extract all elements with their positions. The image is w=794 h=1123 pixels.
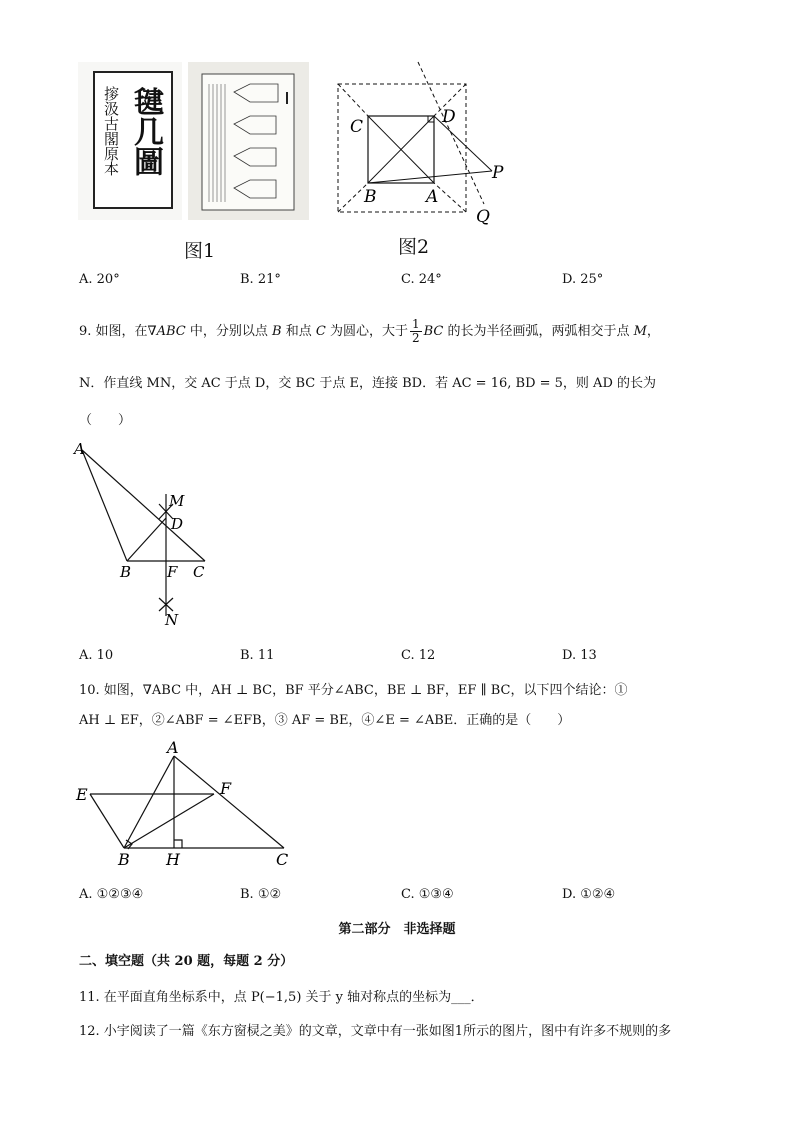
q9-label-D: D [171, 515, 184, 533]
fig2-label-B: B [364, 187, 377, 207]
q10-label-B: B [118, 850, 130, 869]
q9-option-d[interactable]: D. 13 [562, 648, 597, 663]
part2-title: 第二部分 非选择题 [338, 922, 456, 937]
q9-label-B: B [120, 563, 132, 581]
q9-label-A: A [74, 440, 85, 458]
q10-option-d[interactable]: D. ①②④ [562, 887, 616, 902]
fig2-label-C: C [350, 117, 364, 137]
q8-option-c[interactable]: C. 24° [401, 272, 442, 287]
q10-option-a[interactable]: A. ①②③④ [79, 887, 144, 902]
q8-option-a[interactable]: A. 20° [79, 272, 120, 287]
figure1-title: 毽几圖 [128, 86, 163, 176]
q11-stem: 11. 在平面直角坐标系中，点 P(−1,5) 关于 y 轴对称点的坐标为___． [79, 990, 484, 1005]
q10-label-A: A [167, 738, 179, 757]
q10-option-b[interactable]: B. ①② [240, 887, 282, 902]
fig2-label-A: A [426, 187, 439, 207]
q10-diagram [72, 738, 302, 870]
q10-label-C: C [276, 850, 289, 869]
q9-label-C: C [193, 563, 205, 581]
q9-fraction: $\frac{1}{2}$ [411, 317, 420, 345]
q10-label-F: F [220, 779, 232, 798]
q10-stem-line2: AH ⊥ EF，②∠ABF = ∠EFB，③ AF = BE，④∠E = ∠ABE．正确的是（ ） [79, 713, 571, 728]
figure2-caption: 图2 [398, 236, 430, 258]
figure2-diagram [334, 60, 520, 230]
fig2-label-D: D [442, 107, 456, 127]
q8-option-d[interactable]: D. 25° [562, 272, 604, 287]
q9-option-b[interactable]: B. 11 [240, 648, 275, 663]
q12-stem: 12. 小宇阅读了一篇《东方窗棂之美》的文章，文章中有一张如图1所示的图片，图中有许多不规则的多 [79, 1024, 672, 1039]
q9-stem-line3: （ ） [79, 413, 132, 428]
q9-option-a[interactable]: A. 10 [79, 648, 114, 663]
q8-option-b[interactable]: B. 21° [240, 272, 281, 287]
q9-label-N: N [165, 611, 179, 629]
q10-label-H: H [166, 850, 180, 869]
q9-label-F: F [167, 563, 178, 581]
q9-diagram [72, 438, 222, 630]
q10-stem-line1: 10. 如图，∇ABC 中，AH ⊥ BC，BF 平分∠ABC，BE ⊥ BF，EF ∥ BC，以下四个结论：① [79, 683, 628, 698]
q9-stem-line1: 9. 如图，在∇ABC 中，分别以点 B 和点 C 为圆心，大于 $\frac{1}{2}$ BC 的长为半径画弧，两弧相交于点 M， [79, 317, 660, 345]
fig2-label-P: P [492, 163, 504, 183]
q10-option-c[interactable]: C. ①③④ [401, 887, 454, 902]
section2-heading: 二、填空题（共 20 题，每题 2 分） [79, 954, 294, 969]
q9-label-M: M [169, 492, 185, 510]
q9-stem-line2: N．作直线 MN，交 AC 于点 D，交 BC 于点 E，连接 BD．若 AC = 16, BD = 5，则 AD 的长为 [79, 376, 656, 391]
figure1-caption: 图1 [184, 240, 216, 262]
figure1-subtitle: 摉汲古閣原本 [102, 86, 120, 176]
q9-option-c[interactable]: C. 12 [401, 648, 436, 663]
fig2-label-Q: Q [476, 207, 490, 227]
q10-label-E: E [76, 785, 88, 804]
